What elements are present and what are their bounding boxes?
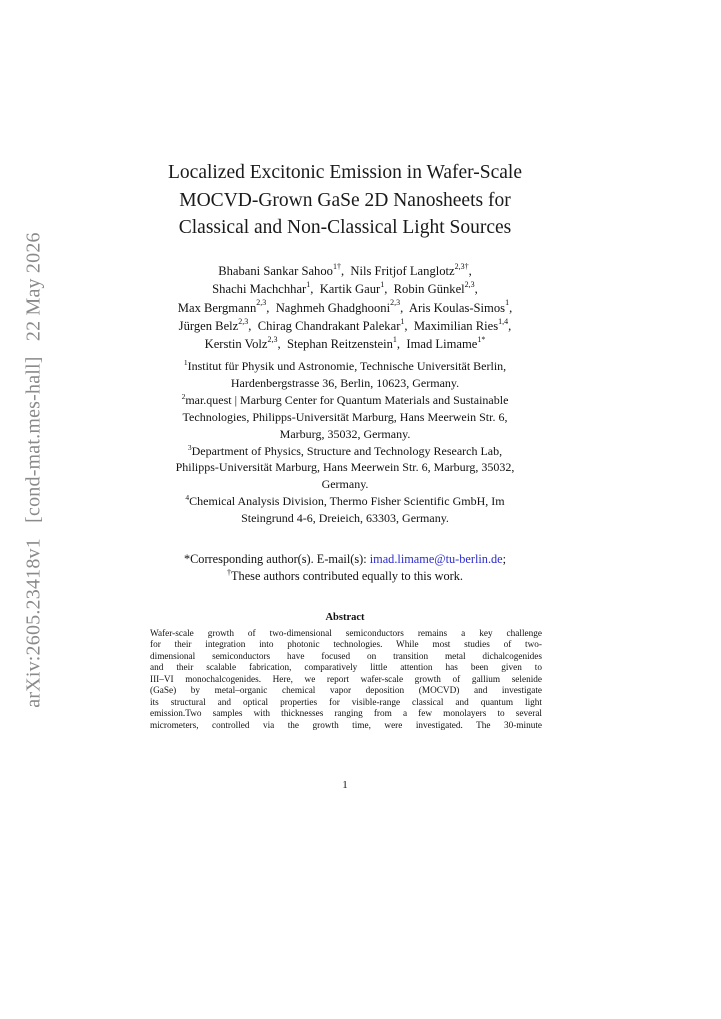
- author-affiliation-marker: 2,3: [256, 298, 267, 308]
- author-name: Imad Limame: [406, 337, 478, 352]
- author-affiliation-marker: 2,3: [464, 280, 475, 290]
- affiliation-line: Marburg, 35032, Germany.: [279, 426, 411, 441]
- author-name: Robin Günkel: [393, 282, 465, 297]
- paper-title: [120, 159, 570, 242]
- equal-contribution-text: These authors contributed equally to this work.: [231, 568, 463, 583]
- abstract-line: micrometers, controlled via the growth time, were investigated. The 30-minute: [150, 720, 542, 731]
- affiliation-line: Germany.: [321, 477, 369, 492]
- abstract-line: for their integration into photonic technologies. While most studies of two-: [150, 640, 542, 651]
- author-affiliation-marker: 2,3: [390, 298, 401, 308]
- abstract-line: (GaSe) by metal–organic chemical vapor deposition (MOCVD) and investigate: [150, 686, 542, 697]
- affiliation-text: Chemical Analysis Division, Thermo Fisher Scientific GmbH, Im: [189, 494, 505, 509]
- author-affiliation-marker: 1: [505, 298, 510, 308]
- affiliation-marker: 4: [185, 493, 190, 503]
- author-name: Chirag Chandrakant Palekar: [257, 318, 401, 333]
- author-affiliation-marker: 2,3: [238, 316, 249, 326]
- corresponding-label: *Corresponding author(s). E-mail(s):: [183, 552, 370, 566]
- arxiv-sidebar-stamp: [23, 222, 46, 708]
- affiliation-line: Hardenbergstrasse 36, Berlin, 10623, Germany.: [230, 375, 460, 390]
- affiliation-line: Steingrund 4-6, Dreieich, 63303, Germany.: [241, 511, 449, 526]
- author-list: [110, 262, 580, 353]
- author-line: Max Bergmann$^{2,3}$, Naghmeh Ghadghooni$^{2,3}$, Aris Koulas-Simos$^1$,: [177, 298, 513, 315]
- affiliation-line: [120, 493, 570, 510]
- affiliation-line: Technologies, Philipps-Universität Marburg, Hans Meerwein Str. 6,: [182, 409, 508, 424]
- affiliation-line: [120, 443, 570, 460]
- author-affiliation-marker: 1: [392, 335, 397, 344]
- author-name: Jürgen Belz: [178, 318, 239, 333]
- author-name: Kerstin Volz: [204, 337, 268, 352]
- abstract-line: dimensional semiconductors have focused on transition metal dichalcogenides: [150, 651, 542, 662]
- affiliation-list: [120, 358, 570, 527]
- author-name: Nils Fritjof Langlotz: [350, 264, 455, 278]
- author-line: Kerstin Volz$^{2,3}$, Stephan Reitzenstein$^1$, Imad Limame$^{1*}$: [204, 335, 486, 352]
- author-name: Maximilian Ries: [413, 318, 499, 333]
- abstract-line: III–VI monochalcogenides. Here, we report wafer-scale growth of gallium selenide: [150, 674, 542, 685]
- author-name: Kartik Gaur: [319, 282, 381, 297]
- author-line: Bhabani Sankar Sahoo$^{1\dagger}$, Nils Fritjof Langlotz$^{2,3\dagger}$,: [218, 261, 472, 278]
- author-affiliation-marker: 1: [306, 280, 311, 290]
- abstract-heading: Abstract: [325, 612, 365, 623]
- affiliation-marker: 3: [187, 442, 192, 452]
- author-affiliation-marker: 1: [380, 280, 385, 290]
- author-affiliation-marker: 1,4: [498, 316, 509, 326]
- author-line: Jürgen Belz$^{2,3}$, Chirag Chandrakant Palekar$^1$, Maximilian Ries$^{1,4}$,: [178, 316, 512, 333]
- abstract-line: its structural and optical properties for visible-range classical and quantum light: [150, 697, 542, 708]
- affiliation-line: [120, 358, 570, 375]
- title-line: Localized Excitonic Emission in Wafer-Scale: [168, 162, 522, 183]
- author-affiliation-marker: 1†: [332, 261, 341, 271]
- affiliation-text: Institut für Physik und Astronomie, Technische Universität Berlin,: [187, 359, 507, 373]
- author-name: Aris Koulas-Simos: [408, 300, 506, 315]
- abstract-line: Wafer-scale growth of two-dimensional semiconductors remains a key challenge: [150, 629, 542, 639]
- arxiv-date: 22 May 2026: [22, 232, 45, 342]
- abstract-body: [150, 629, 542, 732]
- arxiv-id[interactable]: arXiv:2605.23418v1: [22, 538, 45, 708]
- author-affiliation-marker: 1: [400, 316, 405, 326]
- author-name: Shachi Machchhar: [212, 282, 307, 297]
- abstract-line: emission.Two samples with thicknesses ranging from a few monolayers to several: [150, 709, 542, 720]
- affiliation-text: mar.quest | Marburg Center for Quantum Materials and Sustainable: [185, 392, 509, 407]
- title-line: Classical and Non-Classical Light Sources: [178, 217, 512, 238]
- author-name: Bhabani Sankar Sahoo: [218, 264, 333, 278]
- affiliation-marker: 1: [183, 358, 188, 367]
- title-line: MOCVD-Grown GaSe 2D Nanosheets for: [179, 189, 511, 211]
- author-name: Max Bergmann: [177, 300, 257, 315]
- corresponding-author-line: [120, 551, 570, 568]
- author-name: Naghmeh Ghadghooni: [275, 300, 391, 315]
- author-name: Stephan Reitzenstein: [286, 337, 393, 352]
- author-affiliation-marker: 2,3†: [454, 261, 469, 271]
- equal-contribution-line: [120, 568, 570, 585]
- author-line: Shachi Machchhar$^1$, Kartik Gaur$^1$, Robin Günkel$^{2,3}$,: [212, 280, 478, 297]
- abstract-line: and their scalable fabrication, comparatively little attention has been given to: [150, 663, 542, 674]
- affiliation-marker: 2: [181, 391, 186, 401]
- correspondence-note: [120, 551, 570, 584]
- affiliation-line: Philipps-Universität Marburg, Hans Meerwein Str. 6, Marburg, 35032,: [175, 460, 515, 475]
- email-link[interactable]: imad.limame@tu-berlin.de: [369, 552, 503, 566]
- affiliation-line: [120, 392, 570, 409]
- arxiv-category: [cond-mat.mes-hall]: [22, 356, 45, 523]
- page-number: 1: [342, 779, 348, 791]
- affiliation-text: Department of Physics, Structure and Technology Research Lab,: [191, 443, 503, 458]
- author-affiliation-marker: 1*: [477, 335, 486, 344]
- author-affiliation-marker: 2,3: [267, 335, 278, 344]
- equal-contribution-marker: †: [227, 567, 232, 577]
- corresponding-suffix: ;: [502, 552, 507, 566]
